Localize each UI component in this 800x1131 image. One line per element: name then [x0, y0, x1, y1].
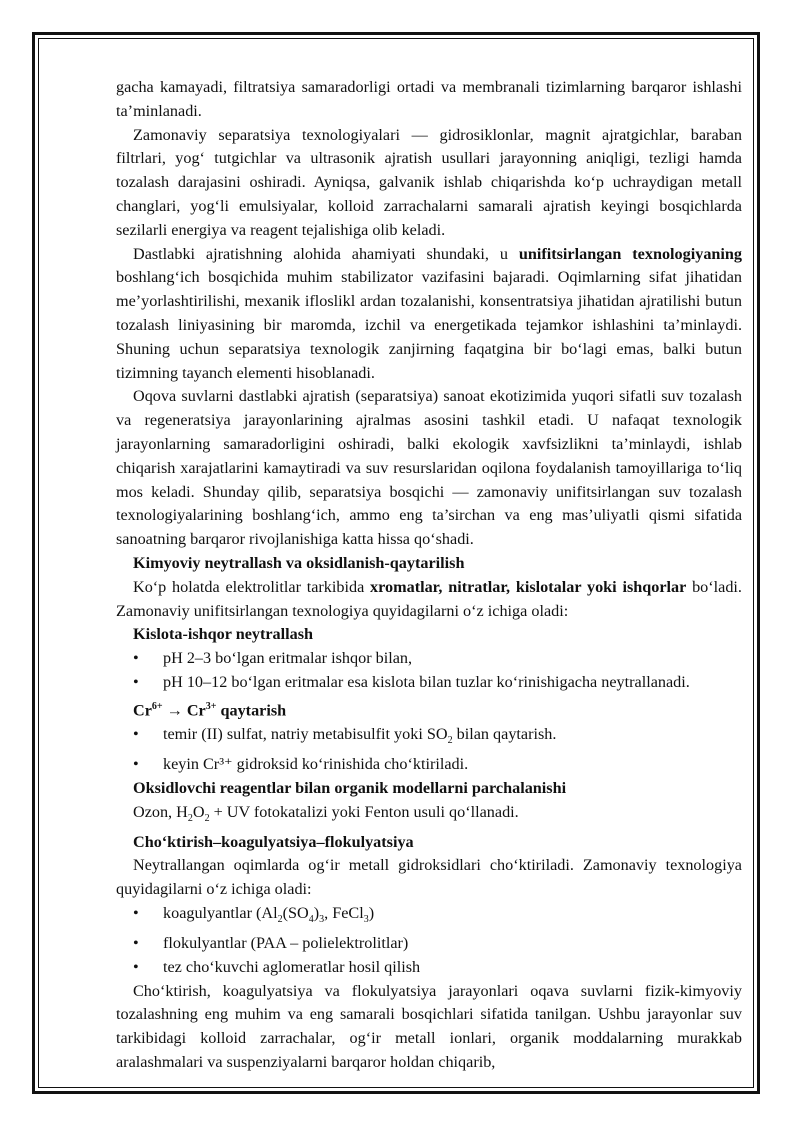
- text-run: bilan qaytarish.: [452, 724, 557, 743]
- subscript: 3: [319, 914, 325, 926]
- subscript: 2: [187, 812, 193, 824]
- bullet-list-reduction: [116, 723, 742, 777]
- paragraph-closing: Cho‘ktirish, koagulyatsiya va flokulyatsiya jarayonlari oqava suvlarni fizik-kimyoviy tozalashning eng muhim va eng samarali bosqichlari sifatida tanilgan. Ushbu jarayonlar suv tarkibidagi kolloid zarrachalar, og‘ir metall ionlari, organik moddalarning murakkab aralashmalari va suspenziyalarni barqaror holdan chiqarib,: [116, 981, 742, 1071]
- list-item: • keyin Cr³⁺ gidroksid ko‘rinishida cho‘ktiriladi.: [116, 753, 742, 777]
- paragraph-electrolytes: [116, 576, 742, 624]
- text-run: Ozon, H: [133, 802, 188, 821]
- subscript: 2: [447, 735, 453, 747]
- list-item: [116, 902, 742, 932]
- arrow: →: [162, 701, 187, 720]
- subscript: 4: [308, 914, 314, 926]
- text-run: , FeCl: [324, 903, 364, 922]
- subscript: 2: [204, 812, 210, 824]
- subheading-precipitation-coagulation: Cho‘ktirish–koagulyatsiya–flokulyatsiya: [133, 832, 414, 851]
- text-run: (SO: [282, 903, 309, 922]
- text-run: ): [313, 903, 320, 922]
- paragraph-continuation: gacha kamayadi, filtratsiya samaradorligi ortadi va membranali tizimlarning barqaror ishlashi ta’minlanadi.: [116, 78, 742, 120]
- list-item: • pH 10–12 bo‘lgan eritmalar esa kislota bilan tuzlar ko‘rinishigacha neytrallanadi.: [116, 671, 742, 695]
- text-run: O: [192, 802, 205, 821]
- paragraph-precipitation-intro: Neytrallangan oqimlarda og‘ir metall gidroksidlari cho‘ktiriladi. Zamonaviy texnologiya quyidagilarni o‘z ichiga oladi:: [116, 856, 742, 899]
- text-run: temir (II) sulfat, natriy metabisulfit yoki SO: [163, 724, 448, 743]
- text-run: ): [368, 903, 375, 922]
- paragraph-oxidation-methods: [116, 801, 742, 831]
- superscript: 6+: [151, 700, 163, 712]
- text-run: qaytarish: [216, 701, 287, 720]
- text-run: koagulyantlar (Al: [163, 903, 278, 922]
- bullet-list-coagulation: [116, 902, 742, 980]
- list-item: [116, 723, 742, 753]
- text-run: Cr: [133, 701, 152, 720]
- document-body: [116, 76, 742, 1075]
- text-run: bo‘ladi. Zamonaviy unifitsirlangan texnologiya quyidagilarni o‘z ichiga oladi:: [116, 577, 742, 620]
- subscript: 3: [363, 914, 369, 926]
- section-heading-chemical-neutralization: Kimyoviy neytrallash va oksidlanish-qaytarilish: [133, 553, 465, 572]
- text-run: Ko‘p holatda elektrolitlar tarkibida: [133, 577, 371, 596]
- paragraph-preliminary-separation: [116, 243, 742, 386]
- subscript: 2: [277, 914, 283, 926]
- subheading-oxidizing-reagents: Oksidlovchi reagentlar bilan organik modellarni parchalanishi: [133, 778, 567, 797]
- list-item: • pH 2–3 bo‘lgan eritmalar ishqor bilan,: [116, 647, 742, 671]
- text-run: Dastlabki ajratishning alohida ahamiyati shundaki, u: [133, 244, 519, 263]
- subheading-acid-base-neutralization: Kislota-ishqor neytrallash: [133, 625, 314, 644]
- text-run: + UV fotokatalizi yoki Fenton usuli qo‘llanadi.: [209, 802, 519, 821]
- subheading-chromium-reduction: [116, 695, 742, 723]
- list-item: • flokulyantlar (PAA – polielektrolitlar): [116, 932, 742, 956]
- paragraph-wastewater-separation: Oqova suvlarni dastlabki ajratish (separatsiya) sanoat ekotizimida yuqori sifatli suv tozalash va regeneratsiya jarayonlarining ajralmas asosini tashkil etadi. U nafaqat texnologik jarayonlarning samaradorligini oshiradi, balki ekologik xavfsizlikni ta’minlaydi, ishlab chiqarish xarajatlarini kamaytiradi va suv resurslaridan oqilona foydalanish tamoyillariga to‘liq mos keladi. Shunday qilib, separatsiya bosqichi — zamonaviy unifitsirlangan suv tozalash texnologiyalarining boshlang‘ich, ammo eng ta’sirchan va eng mas’uliyatli qismi sifatida sanoatning barqaror rivojlanishiga katta hissa qo‘shadi.: [116, 387, 742, 549]
- bold-term: unifitsirlangan texnologiyaning: [518, 244, 743, 263]
- bullet-list-neutralization: [116, 647, 742, 695]
- superscript: 3+: [205, 700, 217, 712]
- text-run: Cr: [186, 701, 206, 720]
- text-run: boshlang‘ich bosqichida muhim stabilizator vazifasini bajaradi. Oqimlarning sifat jihatidan me’yorlashtirilishi, mexanik ifloslikl ardan tozalanishi, konsentratsiya jihatidan ajratilishi butun tozalash liniyasining bir maromda, izchil va energetikada tejamkor ishlashini ta’minlaydi. Shuning uchun separatsiya texnologik zanjirning faqatgina bir bo‘lagi emas, balki butun tizimning tayanch elementi hisoblanadi.: [116, 268, 742, 382]
- paragraph-separation-technologies: Zamonaviy separatsiya texnologiyalari — gidrosiklonlar, magnit ajratgichlar, baraban filtrlari, yog‘ tutgichlar va ultrasonik ajratish usullari jarayonning aniqligi, tezligi hamda tozalash darajasini oshiradi. Ayniqsa, galvanik ishlab chiqarishda ko‘p uchraydigan metall changlari, yog‘li emulsiyalar, kolloid zarrachalarni samarali ajratish keyingi bosqichlarda sezilarli energiya va reagent tejalishiga olib keladi.: [116, 125, 742, 239]
- list-item: • tez cho‘kuvchi aglomeratlar hosil qilish: [116, 956, 742, 980]
- bold-term: xromatlar, nitratlar, kislotalar yoki ishqorlar: [370, 577, 687, 596]
